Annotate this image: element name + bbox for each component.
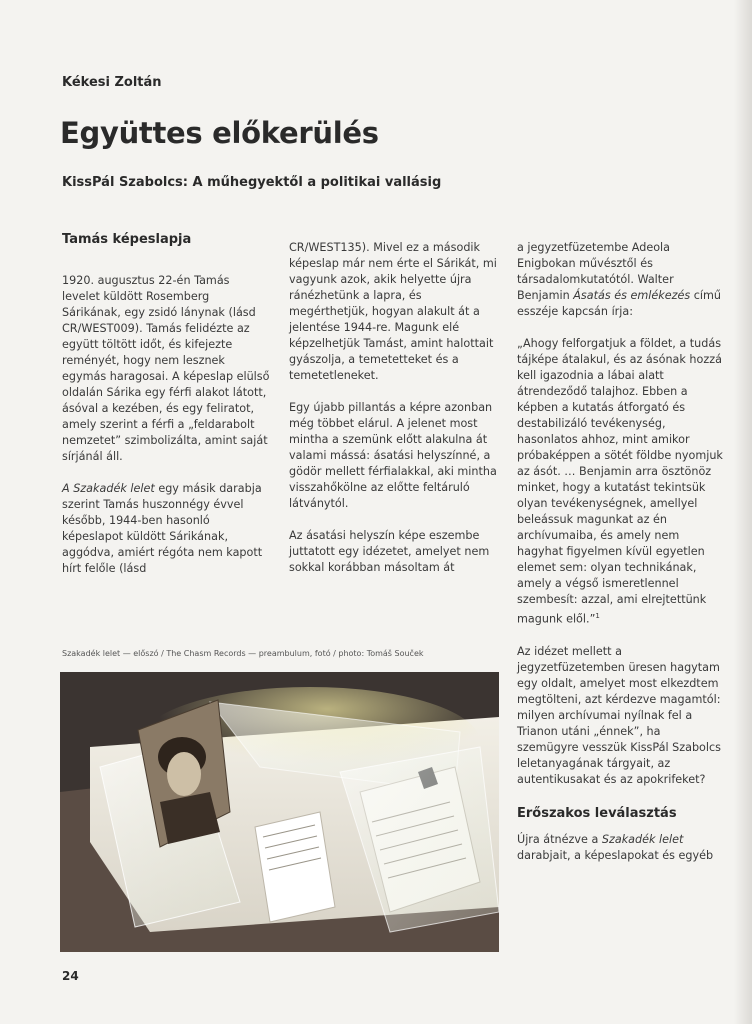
italic-title: Ásatás és emlékezés	[573, 289, 691, 302]
article-title: Együttes előkerülés	[60, 116, 379, 150]
paragraph-text: darabjait, a képeslapokat és egyéb	[517, 848, 714, 862]
italic-title: A Szakadék lelet	[62, 482, 155, 495]
footnote-marker: 1	[595, 612, 600, 620]
column-2	[289, 240, 501, 576]
paragraph-text: című esszéje kapcsán írja:	[517, 289, 722, 318]
author-name: Kékesi Zoltán	[62, 75, 162, 90]
vitrine-illustration	[60, 672, 499, 952]
paragraph	[517, 832, 724, 864]
paragraph: Az idézet mellett a jegyzetfüzetemben üresen hagytam egy oldalt, amelyet most elkezdtem megtölteni, azt kérdezve magamtól: milyen archívumai nyílnak fel a Trianon utáni „énnek”, ha szemügyre vesszük KissPál Szabolcs leletanyagának tárgyait, az autentikusakat és az apokrifeket?	[517, 644, 721, 786]
paragraph-text: a jegyzetfüzetembe Adeola Enigbokan művésztől és társadalomkutatótól. Walter Benjamin	[517, 241, 674, 302]
quote-text: „Ahogy felforgatjuk a földet, a tudás tájképe átalakul, és az ásónak hozzá kell igazodnia a lábai alatt átrendeződő talajhoz. Ebben a képben a kutatás átforgató és destabilizáló tevékenység, hasonlatos ahhoz, mint amikor próbaképpen a sötét földbe nyomjuk az ásót. … Benjamin arra ösztönöz minket, hogy a kutatást tekintsük olyan tevékenységnek, amellyel beleássuk magunkat az én archívumaiba, és amely nem hagyhat figyelmen kívül egyetlen elemet sem: olyan technikának, amely a végső ismeretlennel szembesít: azzal, ami elrejtettünk magunk elől.”	[517, 337, 723, 626]
paragraph-text: Újra átnézve a	[517, 832, 602, 846]
paragraph: 1920. augusztus 22-én Tamás levelet küldött Rosemberg Sárikának, egy zsidó lánynak (lásd CR/WEST009). Tamás felidézte az együtt töltött időt, és kifejezte reményét, hogy nem lesznek egymás haragosai. A képeslap elülső oldalán Sárika egy férfi alakot látott, ásóval a kezében, és egy feliratot, amely szerint a férfi a „feldarabolt nemzetet” szimbolizálta, amint saját sírjánál áll.	[62, 274, 270, 463]
paragraph: Egy újabb pillantás a képre azonban még többet elárul. A jelenet most mintha a szemünk előtt alakulna át valami mássá: ásatási helyszínné, a gödör mellett férfialakkal, aki mintha visszahőkölne az előtte feltáruló látványtól.	[289, 401, 497, 510]
column-1	[62, 273, 270, 577]
paragraph	[517, 240, 724, 320]
article-subtitle: KissPál Szabolcs: A műhegyektől a politikai vallásig	[62, 175, 442, 190]
paragraph: CR/WEST135). Mivel ez a második képeslap már nem érte el Sárikát, mi vagyunk azok, akik helyette újra ránézhetünk a lapra, és megérthetjük, hogyan alakult át a jelentése 1944-re. Magunk elé képzelhetjük Tamást, amint halottait gyászolja, a temetetteket és a temetetleneket.	[289, 241, 497, 382]
page-number: 24	[62, 969, 79, 983]
paragraph	[62, 481, 270, 577]
paragraph-text: egy másik darabja szerint Tamás huszonnégy évvel később, 1944-ben hasonló képeslapot küldött Sárikának, aggódva, amiért régóta nem kapott hírt felőle (lásd	[62, 482, 263, 575]
document-card	[255, 812, 335, 922]
block-quote	[517, 336, 724, 628]
section-heading-postcard: Tamás képeslapja	[62, 232, 192, 247]
photo-caption: Szakadék lelet — előszó / The Chasm Records — preambulum, fotó / photo: Tomáš Souček	[62, 649, 424, 658]
italic-title: Szakadék lelet	[601, 832, 684, 846]
section-heading-separation: Erőszakos leválasztás	[517, 805, 677, 821]
page-gutter-shadow	[734, 0, 752, 1024]
exhibition-photo	[60, 672, 499, 952]
paragraph: Az ásatási helyszín képe eszembe juttatott egy idézetet, amelyet nem sokkal korábban másoltam át	[289, 529, 490, 574]
column-3	[517, 240, 724, 864]
portrait-face	[167, 752, 201, 796]
